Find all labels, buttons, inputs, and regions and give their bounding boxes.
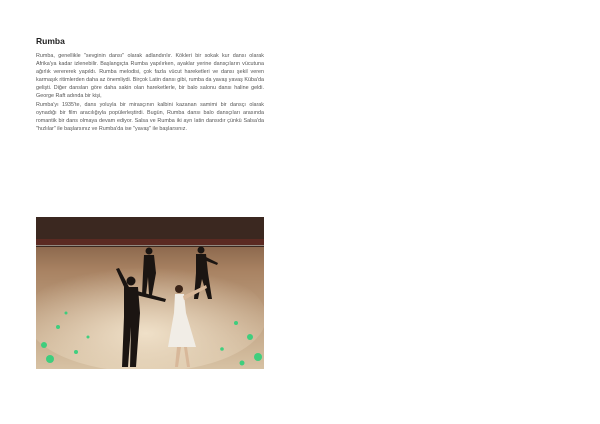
rumba-dancers-illustration (36, 217, 264, 369)
rumba-dancers-photo (36, 217, 264, 369)
right-page (300, 0, 600, 424)
rumba-heading: Rumba (36, 36, 65, 46)
rumba-paragraph: Rumba, genellikle "sevginin dansı" olarak adlandırılır. Kökleri bir sokak kur dansı olarak Afrika'ya kadar izlenebilir. Başlangıçta Rumba yapılırken, ayaklar yerine dansçıların vücutuna ağırlık verererek yapıldı. Rumba melodisi, çok fazla vücut hareketleri ve dansı şekil veren karmaşık ritimlerden daha az önemliydi. Birçok Latin dansı gibi, rumba da yavaş yavaş Küba'da gelişti. Diğer dansları göre daha sakin olan hareketlerle, bir balo salonu dansı haline geldi. George Raft adında bir kişi, Rumba'yı 1935'te, dans yoluyla bir mirasçının kalbini kazanan samimi bir dansçı olarak oynadığı bir film aracılığıyla popülerleştirdi. Bugün, Rumba dansı balo dansçıları arasında romantik bir dans olmaya devam ediyor. Salsa ve Rumba iki ayrı latin dansıdır çünkü Salsa'da "hızlılar" ile başlarsınız ve Rumba'da ise "yavaş" ile başlarsınız. (36, 53, 264, 132)
